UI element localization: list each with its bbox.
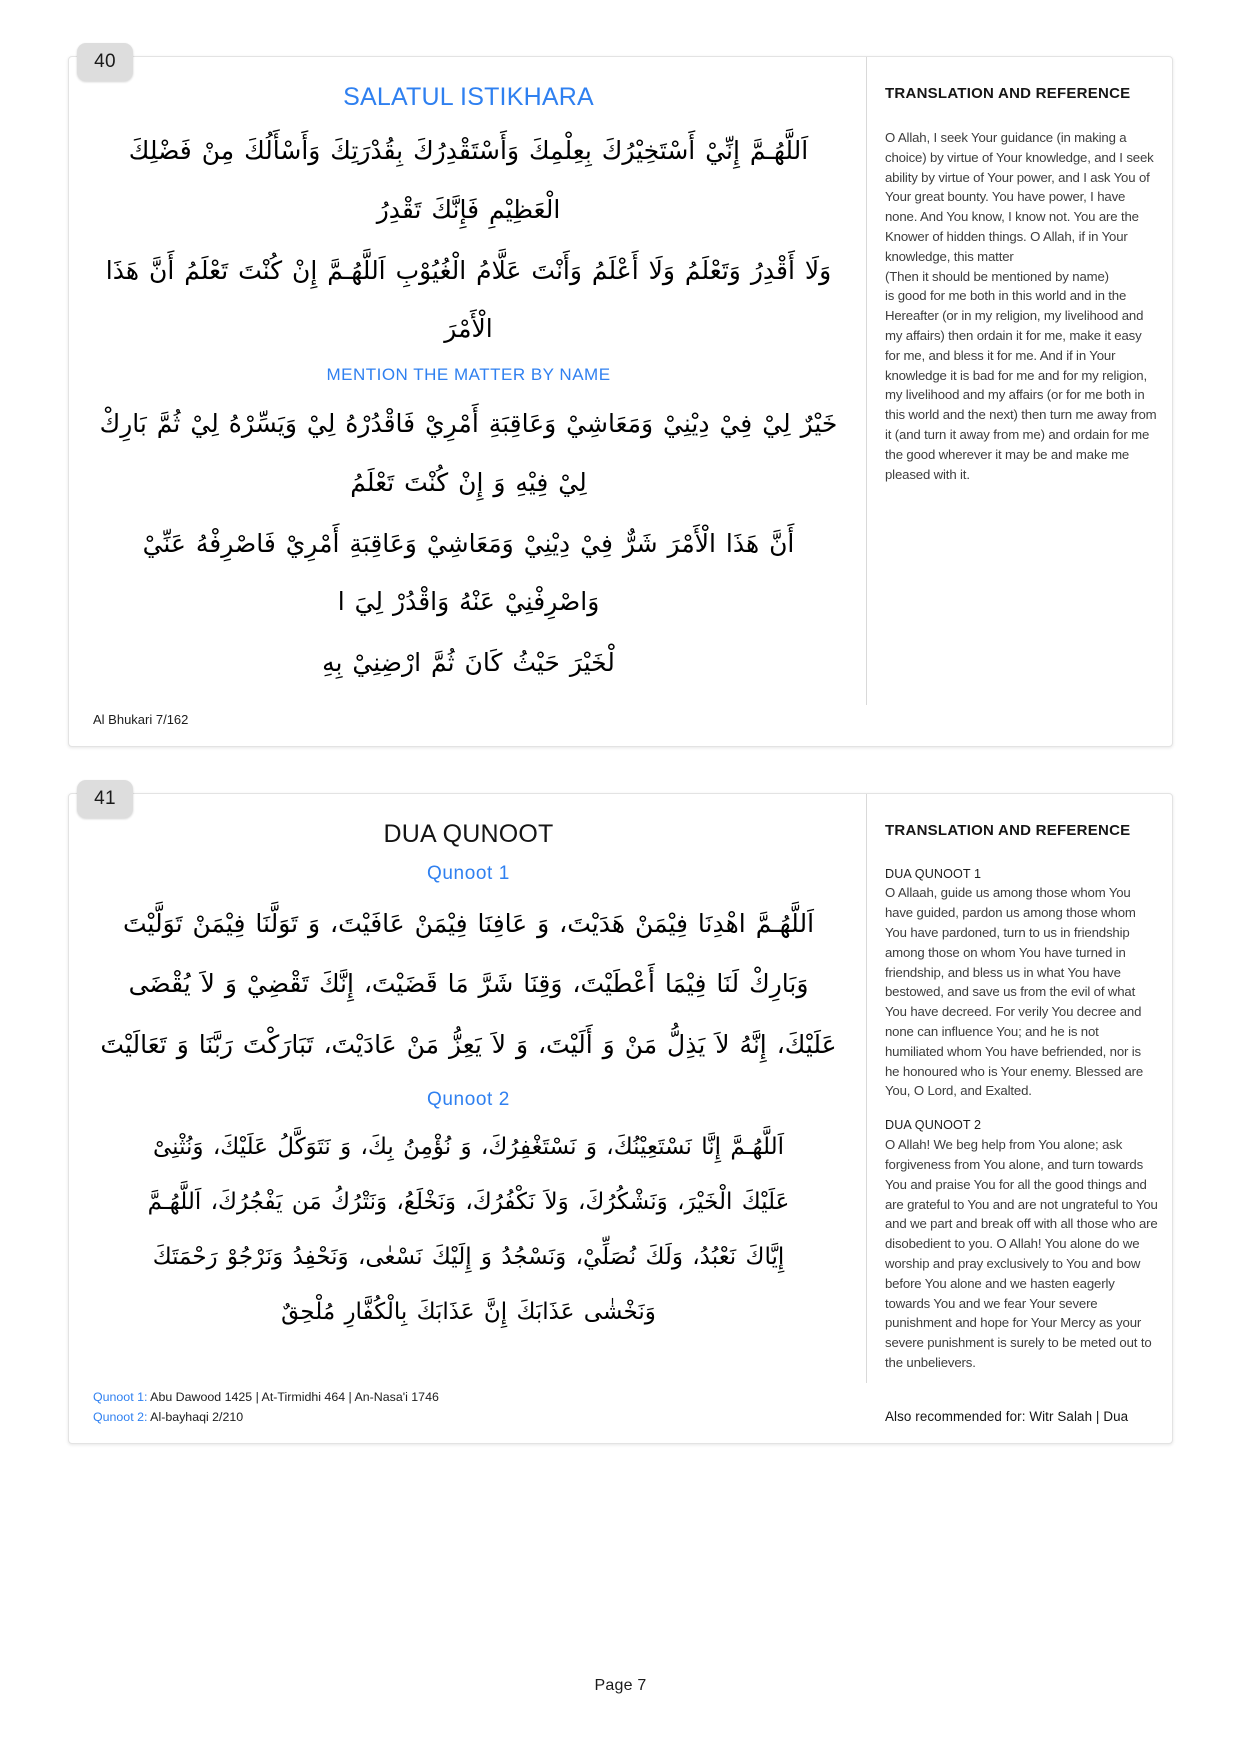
card-footer bbox=[69, 705, 1172, 746]
arabic-text-block-qunoot-1 bbox=[93, 895, 844, 1075]
reference-left bbox=[69, 705, 866, 746]
reference-right bbox=[866, 724, 1172, 746]
reference-value: Abu Dawood 1425 | At-Tirmidhi 464 | An-Nasa'i 1746 bbox=[147, 1389, 439, 1404]
arabic-line: اَللَّهُـمَّ إِنَّا نَسْتَعِيْنُكَ، وَ نَسْتَغْفِرُكَ، وَ نُؤْمِنُ بِكَ، وَ نَتَوَكَّلُ عَلَيْكَ، وَنُثْنِىْ bbox=[152, 1133, 785, 1160]
reference-key: Qunoot 2: bbox=[93, 1409, 148, 1424]
translation-paragraph: O Allah, I seek Your guidance (in making a choice) by virtue of Your knowledge, and I seek ability by virtue of Your power, and I ask You of Your great bounty. You have power, I have none. And You know, I know not. You are the Knower of hidden things. O Allah, if in Your knowledge, this matter bbox=[885, 130, 1154, 264]
translation-block-label: DUA QUNOOT 2 bbox=[885, 1118, 982, 1133]
translation-body bbox=[885, 865, 1158, 1373]
arabic-line: لْخَيْرَ حَيْثُ كَانَ ثُمَّ ارْضِنِيْ بِهِ bbox=[322, 648, 615, 677]
page-title: DUA QUNOOT bbox=[383, 819, 554, 848]
arabic-line: عَلَيْكَ الْخَيْرَ، وَنَشْكُرُكَ، وَلاَ نَكْفُرُكَ، وَنَخْلَعُ، وَنَتْرُكُ مَن يَفْجُرُكَ، اَللَّهُـمَّ bbox=[147, 1188, 790, 1215]
arabic-line: عَلَيْكَ، إِنَّهُ لاَ يَذِلُّ مَنْ وَ أَلَيْتَ، وَ لاَ يَعِزُّ مَنْ عَادَيْتَ، تَبَارَكْتَ رَبَّنَا وَ تَعَالَيْتَ bbox=[100, 1030, 837, 1060]
arabic-line: خَيْرٌ لِيْ فِيْ دِيْنِيْ وَمَعَاشِيْ وَعَاقِبَةِ أَمْرِيْ فَاقْدُرْهُ لِيْ وَيَسِّرْهُ لِيْ ثُمَّ بَارِكْ لِيْ فِيْهِ وَ إِنْ كُنْتَ تَعْلَمُ bbox=[99, 409, 838, 497]
mention-matter-note: MENTION THE MATTER BY NAME bbox=[326, 365, 611, 384]
translation-column bbox=[866, 794, 1172, 1383]
arabic-line: وَنَخْشٰى عَذَابَكَ إِنَّ عَذَابَكَ بِالْكُفَّارِ مُلْحِقٌ bbox=[281, 1298, 656, 1325]
card-footer bbox=[69, 1383, 1172, 1443]
paragraph-gap bbox=[885, 1101, 1158, 1116]
translation-paragraph: (Then it should be mentioned by name) bbox=[885, 268, 1109, 284]
reference-value: Al-bayhaqi 2/210 bbox=[147, 1409, 244, 1424]
arabic-line: أَنَّ هَذَا الْأَمْرَ شَرٌّ فِيْ دِيْنِيْ وَمَعَاشِيْ وَعَاقِبَةِ أَمْرِيْ فَاصْرِفْهُ عَنِّيْ وَاصْرِفْنِيْ عَنْهُ وَاقْدُرْ لِيَ ا bbox=[142, 528, 795, 617]
translation-heading: TRANSLATION AND REFERENCE bbox=[885, 821, 1131, 839]
arabic-text-block-1 bbox=[93, 122, 844, 359]
arabic-line: اَللَّهُـمَّ اهْدِنَا فِيْمَنْ هَدَيْتَ، وَ عَافِنَا فِيْمَنْ عَافَيْتَ، وَ تَوَلَّنَا فِيْمَنْ تَوَلَّيْتَ bbox=[122, 908, 815, 938]
reference-text bbox=[93, 1389, 844, 1407]
card-body bbox=[69, 794, 1172, 1383]
arabic-line: وَبَارِكْ لَنَا فِيْمَا أَعْطَيْتَ، وَقِنَا شَرَّ مَا قَضَيْتَ، إِنَّكَ تَقْضِيْ وَ لاَ يُقْضَى bbox=[128, 969, 809, 999]
translation-paragraph: O Allaah, guide us among those whom You have guided, pardon us among those whom You have pardoned, turn to us in friendship among those on whom You have turned in friendship, and bless us in what You have bestowed, and save us from the evil of what You have decreed. For verily You decree and none can influence You; and he is not humiliated whom You have befriended, nor is he honoured who is Your enemy. Blessed are You, O Lord, and Exalted. bbox=[885, 885, 1144, 1099]
arabic-line: إِيَّاكَ نَعْبُدُ، وَلَكَ نُصَلِّيْ، وَنَسْجُدُ وَ إِلَيْكَ نَسْعٰى، وَنَحْفِدُ وَنَرْجُوْ رَحْمَتَكَ bbox=[152, 1243, 785, 1270]
translation-paragraph: is good for me both in this world and in the Hereafter (or in my religion, my livelihood and my affairs) then ordain it for me, make it easy for me, and bless it for me. And if in Your knowledge it is bad for me and for my religion, my livelihood and my affairs (or for me both in this world and the next) then turn me away from it (and turn it away from me) and ordain for me the good wherever it may be and make me pleased with it. bbox=[885, 288, 1157, 482]
arabic-column bbox=[69, 794, 866, 1383]
arabic-line: اَللَّهُـمَّ إِنِّيْ أَسْتَخِيْرُكَ بِعِلْمِكَ وَأَسْتَقْدِرُكَ بِقُدْرَتِكَ وَأَسْأَلُكَ مِنْ فَضْلِكَ الْعَظِيْمِ فَإِنَّكَ تَقْدِرُ bbox=[128, 136, 809, 224]
reference-key: Qunoot 1: bbox=[93, 1389, 148, 1404]
translation-heading: TRANSLATION AND REFERENCE bbox=[885, 85, 1131, 102]
reference-left bbox=[69, 1383, 866, 1443]
card-body bbox=[69, 57, 1172, 705]
card-number-badge: 41 bbox=[77, 780, 133, 818]
arabic-column bbox=[69, 57, 866, 705]
translation-block-label: DUA QUNOOT 1 bbox=[885, 866, 982, 881]
reference-text: Al Bhukari 7/162 bbox=[93, 711, 189, 727]
translation-column bbox=[866, 57, 1172, 705]
translation-paragraph: O Allah! We beg help from You alone; ask forgiveness from You alone, and turn towards You and praise You for all the good things and are grateful to You and are not ungrateful to You and we part and break off with all those who are disobedient to you. O Allah! You alone do we worship and pray exclusively to You and bow before You alone and we hasten eagerly towards You and we fear Your severe punishment and hope for Your Mercy as your severe punishment is surely to be meted out to the unbelievers. bbox=[885, 1137, 1158, 1370]
page-footer: Page 7 bbox=[594, 1677, 647, 1694]
translation-body bbox=[885, 128, 1158, 484]
reference-right bbox=[866, 1401, 1172, 1442]
reference-text bbox=[93, 1409, 844, 1427]
card-number-badge: 40 bbox=[77, 43, 133, 81]
recommended-for-note: Also recommended for: Witr Salah | Dua bbox=[885, 1409, 1129, 1425]
section-title-qunoot-1: Qunoot 1 bbox=[427, 862, 510, 884]
dua-card-salatul-istikhara bbox=[68, 51, 1173, 747]
arabic-text-block-qunoot-2 bbox=[93, 1121, 844, 1339]
section-title-qunoot-2: Qunoot 2 bbox=[427, 1088, 510, 1110]
page-title: SALATUL ISTIKHARA bbox=[343, 83, 594, 111]
arabic-text-block-2 bbox=[93, 395, 844, 693]
arabic-line: وَلَا أَقْدِرُ وَتَعْلَمُ وَلَا أَعْلَمُ وَأَنْتَ عَلَّامُ الْغُيُوْبِ اَللَّهُـمَّ إِنْ كُنْتَ تَعْلَمُ أَنَّ هَذَا الْأَمْرَ bbox=[105, 255, 832, 344]
dua-card-dua-qunoot bbox=[68, 787, 1173, 1444]
